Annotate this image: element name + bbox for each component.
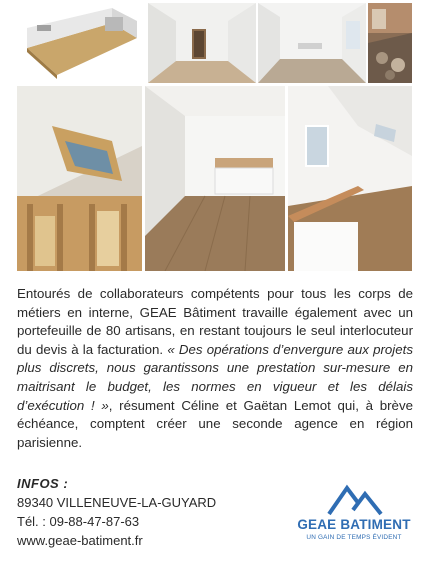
article-outro: , résument Céline et Gaëtan Lemot qui, à brève échéance, comptent créer une seconde agence en région parisienne. bbox=[17, 397, 413, 450]
photo-attic-skylight-insulation bbox=[17, 86, 142, 271]
company-logo bbox=[295, 482, 415, 552]
photo-demolition-rubble bbox=[368, 3, 412, 83]
info-address: 89340 VILLENEUVE-LA-GUYARD bbox=[17, 495, 217, 510]
article-quote: « Des opérations d’envergure aux projets plus discrets, nous garantissons une prestation sur-mesure en maitrisant le budget, les normes en vigueur et les délais d’exécution ! » bbox=[17, 341, 413, 413]
info-title: INFOS : bbox=[17, 476, 69, 491]
article-intro: Entourés de collaborateurs compétents pour tous les corps de métiers en interne, GEAE Bâtiment travaille également avec un portefeuille de 80 artisans, en restant toujours le seul interlocuteur du devis à la facturation. bbox=[17, 286, 413, 357]
article-body bbox=[17, 285, 413, 452]
photo-renovated-room-window bbox=[258, 3, 366, 83]
logo-name: GEAE BATIMENT bbox=[297, 517, 411, 532]
info-block bbox=[17, 475, 216, 550]
photo-renovated-room-door bbox=[148, 3, 256, 83]
logo-roof-icon bbox=[295, 482, 413, 518]
article-text bbox=[17, 285, 413, 452]
info-website[interactable]: www.geae-batiment.fr bbox=[17, 533, 143, 548]
photo-attic-room-skylight bbox=[288, 86, 412, 271]
photo-kitchen-wood-floor bbox=[145, 86, 285, 271]
logo-tagline: UN GAIN DE TEMPS ÉVIDENT bbox=[306, 534, 402, 541]
info-phone: Tél. : 09-88-47-87-63 bbox=[17, 514, 140, 529]
photo-3d-render-room bbox=[17, 3, 145, 83]
